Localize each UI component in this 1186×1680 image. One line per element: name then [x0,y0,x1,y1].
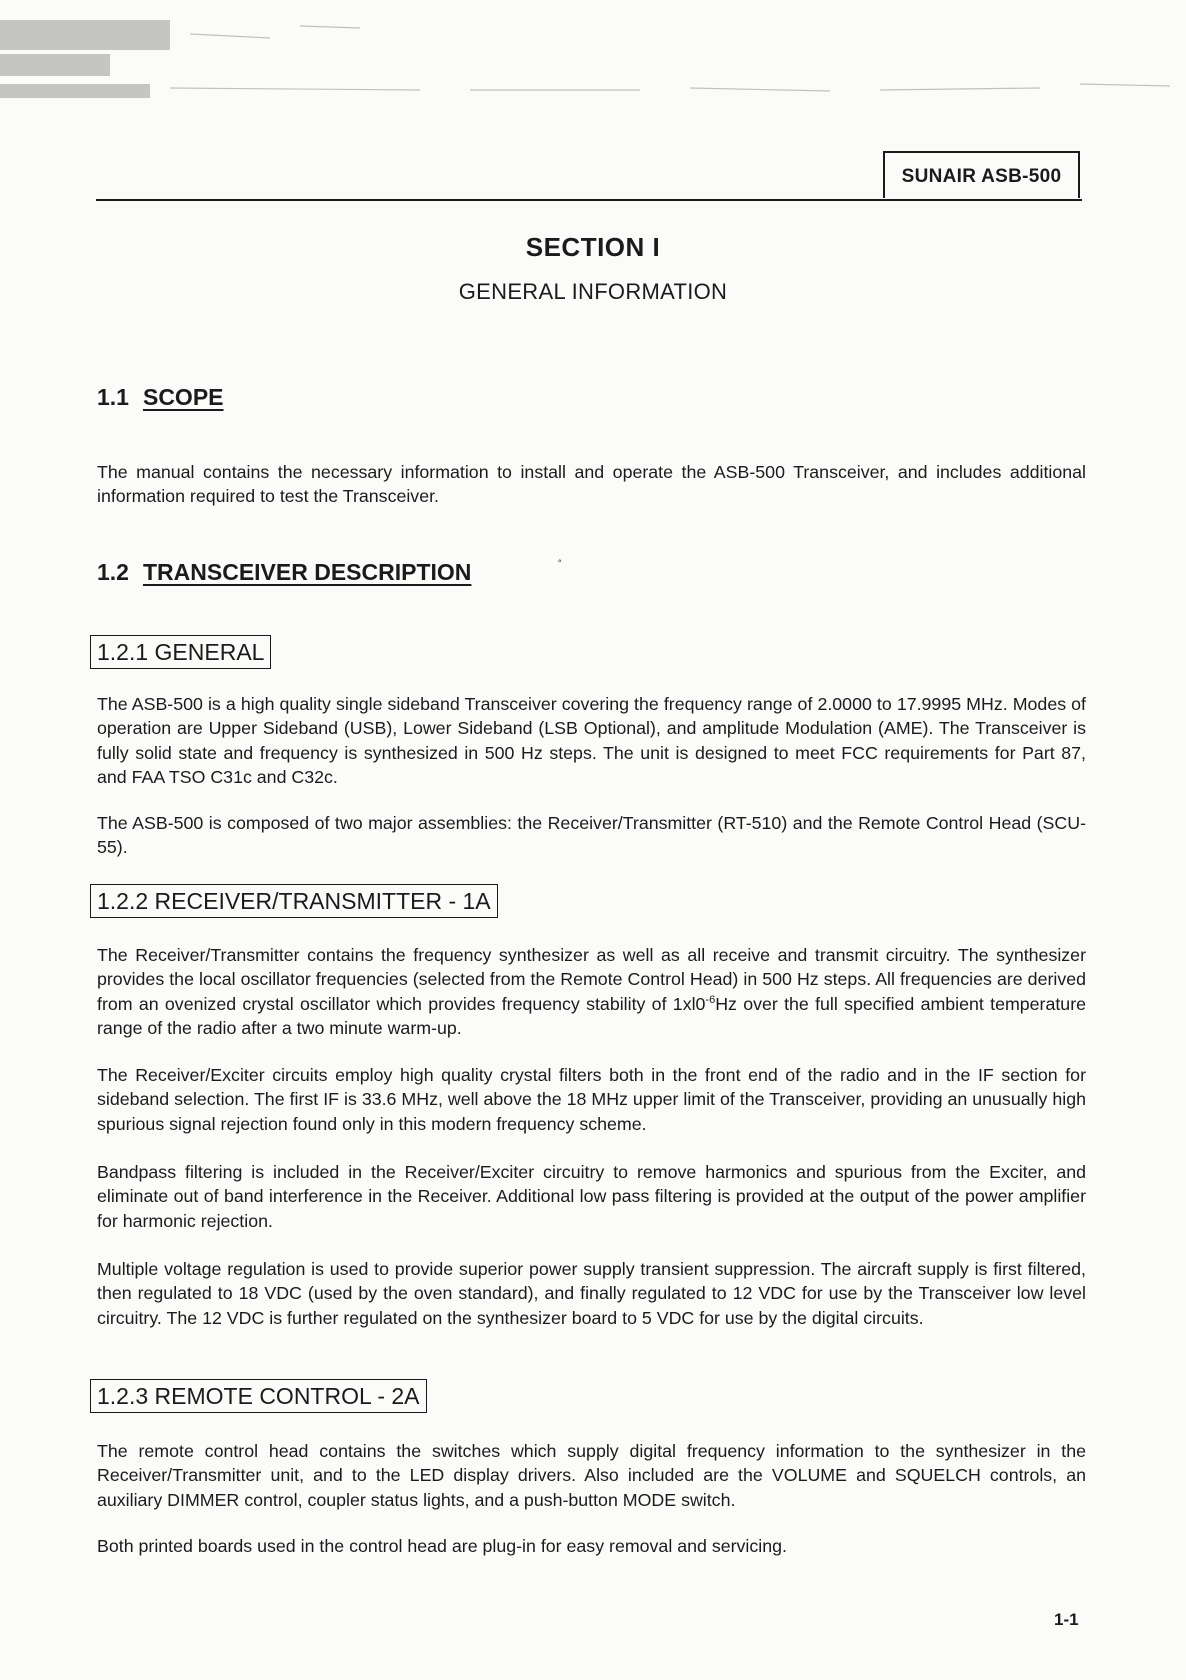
general-paragraph-1: The ASB-500 is a high quality single sideband Transceiver covering the frequency range of 2.0000 to 17.9995 MHz. Modes of operation are Upper Sideband (USB), Lower Sideband (LSB Optional), and amplitude Modulation (AME). The Transceiver is fully solid state and frequency is synthesized in 500 Hz steps. The unit is designed to meet FCC requirements for Part 87, and FAA TSO C31c and C32c. [97,694,1086,788]
subheading-general: 1.2.1 GENERAL [90,635,271,669]
heading-number: 1.1 [97,384,129,410]
heading-scope [97,384,224,411]
general-paragraph-2: The ASB-500 is composed of two major assemblies: the Receiver/Transmitter (RT-510) and the Remote Control Head (SCU-55). [97,813,1086,858]
heading-transceiver-description [97,559,471,586]
receiver-transmitter-paragraph-1 [97,943,1086,1041]
heading-text: TRANSCEIVER DESCRIPTION [142,559,472,585]
section-title: SECTION I [525,232,661,262]
receiver-transmitter-paragraph-3: Bandpass filtering is included in the Receiver/Exciter circuitry to remove harmonics and spurious from the Exciter, and eliminate out of band interference in the Receiver. Additional low pass filtering is provided at the output of the power amplifier for harmonic rejection. [97,1162,1086,1231]
subheading-remote-control: 1.2.3 REMOTE CONTROL - 2A [90,1379,427,1413]
paragraph-text: Hz over the full specified ambient temperature range of the radio after a two minute warm-up. [97,993,1087,1039]
section-subtitle: GENERAL INFORMATION [458,279,728,304]
receiver-transmitter-paragraph-4: Multiple voltage regulation is used to provide superior power supply transient suppression. The aircraft supply is first filtered, then regulated to 18 VDC (used by the oven standard), and finally regulated to 12 VDC for use by the Transceiver low level circuitry. The 12 VDC is further regulated on the synthesizer board to 5 VDC for use by the digital circuits. [97,1259,1086,1328]
remote-control-paragraph-2: Both printed boards used in the control head are plug-in for easy removal and servicing. [97,1536,787,1556]
superscript-exponent: -6 [705,993,716,1006]
remote-control-paragraph-1: The remote control head contains the switches which supply digital frequency information to the synthesizer in the Receiver/Transmitter unit, and to the LED display drivers. Also included are the VOLUME and SQUELCH controls, an auxiliary DIMMER control, coupler status lights, and a push-button MODE switch. [97,1441,1086,1510]
scan-noise [0,14,1186,124]
paragraph-text: The Receiver/Transmitter contains the frequency synthesizer as well as all receive and transmit circuitry. The synthesizer provides the local oscillator frequencies (selected from the Remote Control Head) in 500 Hz steps. All frequencies are derived from an ovenized crystal oscillator which provides frequency stability of 1xl0 [97,945,1086,1014]
scope-paragraph: The manual contains the necessary information to install and operate the ASB-500 Transceiver, and includes additional information required to test the Transceiver. [97,462,1086,507]
header-rule [96,199,1082,201]
subheading-receiver-transmitter: 1.2.2 RECEIVER/TRANSMITTER - 1A [90,884,498,918]
page-number: 1-1 [1054,1610,1079,1629]
heading-number: 1.2 [97,559,129,585]
receiver-transmitter-paragraph-2: The Receiver/Exciter circuits employ high quality crystal filters both in the front end of the radio and in the IF section for sideband selection. The first IF is 33.6 MHz, well above the 18 MHz upper limit of the Transceiver, providing an unusually high spurious signal rejection found only in this modern frequency scheme. [97,1065,1086,1134]
scan-speck: ˚ [558,558,562,572]
document-header-title: SUNAIR ASB-500 [883,151,1080,198]
heading-text: SCOPE [142,384,224,410]
